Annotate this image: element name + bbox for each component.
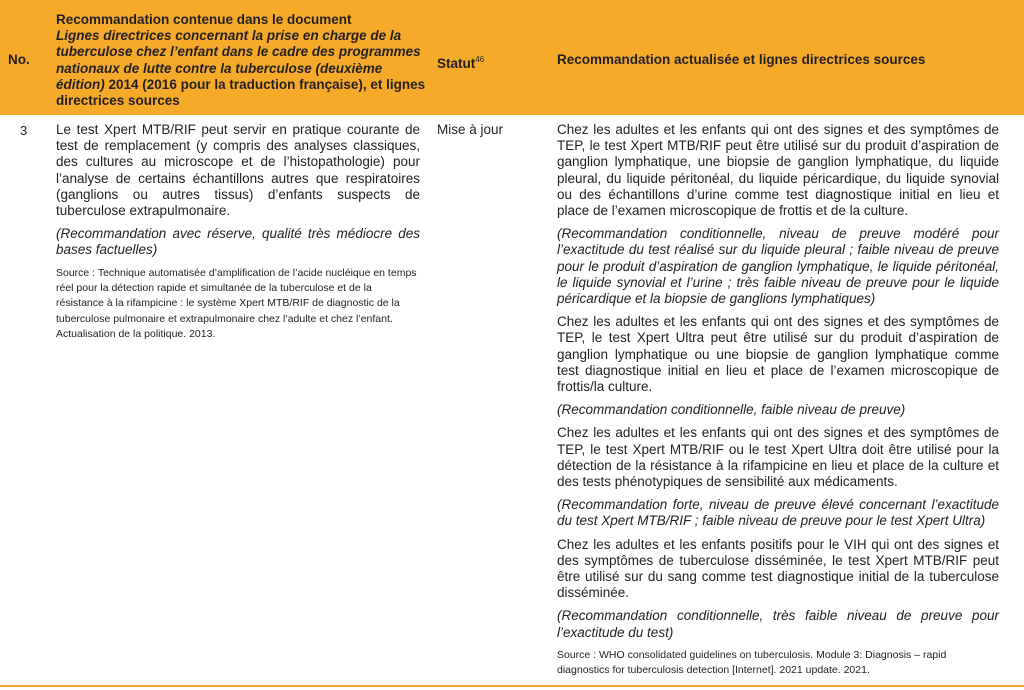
- table-header: [0, 0, 1024, 115]
- updated-strength-2: (Recommandation conditionnelle, faible niveau de preuve): [557, 402, 906, 418]
- updated-strength-4: (Recommandation conditionnelle, très faible niveau de preuve pour l’exactitude du test): [557, 608, 999, 640]
- updated-strength-3: (Recommandation forte, niveau de preuve élevé concernant l’exactitude du test Xpert MTB/RIF ; faible niveau de preuve pour le test Xpert Ultra): [557, 497, 999, 529]
- table-bottom-rule: [0, 685, 1024, 687]
- row-updated: [557, 122, 999, 685]
- recommendation-strength: (Recommandation avec réserve, qualité très médiocre des bases factuelles): [56, 226, 420, 258]
- header-number: No.: [8, 52, 30, 67]
- recommendation-source: Source : Technique automatisée d’amplification de l’acide nucléique en temps réel pour la détection rapide et simultanée de la tuberculose et de la résistance à la rifampicine : le système Xpert MTB/RIF de diagnostic de la tuberculose pulmonaire et extrapulmonaire chez l’adulte et chez l’enfant. Actualisation de la politique. 2013.: [56, 266, 417, 340]
- header-status-label: Statut: [437, 56, 476, 71]
- header-recommendation-title: Lignes directrices concernant la prise en charge de la tuberculose chez l’enfant dans le cadre des programmes nationaux de lutte contre la tuberculose (deuxième édition): [56, 28, 421, 92]
- recommendation-text: Le test Xpert MTB/RIF peut servir en pratique courante de test de remplacement (y compris des analyses classiques, des cultures au microscope et de l’histopathologie) pour l’analyse de certains échantillons autres que respiratoires (ganglions ou autres tissus) d’enfants suspects de tuberculose extrapulmonaire.: [56, 122, 420, 219]
- row-number: 3: [20, 123, 28, 138]
- row-recommendation: [56, 122, 420, 349]
- header-updated: Recommandation actualisée et lignes directrices sources: [557, 52, 926, 67]
- header-recommendation-rest: 2014 (2016 pour la traduction française), et lignes directrices sources: [56, 76, 426, 109]
- header-recommendation: [56, 12, 426, 109]
- updated-paragraph-2: Chez les adultes et les enfants qui ont des signes et des symptômes de TEP, le test Xpert Ultra peut être utilisé sur du produit d’aspiration de ganglion lymphatique ou une biopsie de ganglion lymphatique comme test diagnostique initial en lieu et place de l’examen microscopique de frottis/la culture.: [557, 314, 999, 395]
- updated-strength-1: (Recommandation conditionnelle, niveau de preuve modéré pour l’exactitude du test réalisé sur du liquide pleural ; faible niveau de preuve pour le produit d’aspiration de ganglion lymphatique, le liquide péritonéal, le liquide synovial et l’urine ; très faible niveau de preuve pour le liquide péricardique et la biopsie de ganglions lymphatiques): [557, 226, 999, 307]
- updated-paragraph-3: Chez les adultes et les enfants qui ont des signes et des symptômes de TEP, le test Xpert MTB/RIF ou le test Xpert Ultra doit être utilisé pour la détection de la résistance à la rifampicine en lieu et place de la culture et des tests phénotypiques de sensibilité aux médicaments.: [557, 425, 999, 490]
- header-recommendation-line1: Recommandation contenue dans le document: [56, 12, 352, 27]
- updated-paragraph-1: Chez les adultes et les enfants qui ont des signes et des symptômes de TEP, le test Xpert MTB/RIF peut être utilisé sur du produit d’aspiration de ganglion lymphatique, une biopsie de ganglion lymphatique, du liquide pleural, du liquide péritonéal, du liquide péricardique, du liquide synovial ou des échantillons d’urine comme test diagnostique initial en lieu et place de l’examen microscopique de frottis et de la culture.: [557, 122, 999, 219]
- row-status: Mise à jour: [437, 122, 504, 137]
- header-status: [437, 52, 484, 72]
- updated-source: Source : WHO consolidated guidelines on tuberculosis. Module 3: Diagnosis – rapid diagnostics for tuberculosis detection [Internet]. 2021 update. 2021.: [557, 648, 947, 677]
- updated-paragraph-4: Chez les adultes et les enfants positifs pour le VIH qui ont des signes et des symptômes de tuberculose disséminée, le test Xpert MTB/RIF peut être utilisé sur du sang comme test diagnostique initial de la tuberculose disséminée.: [557, 536, 999, 601]
- header-status-footnote: 46: [475, 55, 485, 64]
- table-row: [0, 115, 1024, 686]
